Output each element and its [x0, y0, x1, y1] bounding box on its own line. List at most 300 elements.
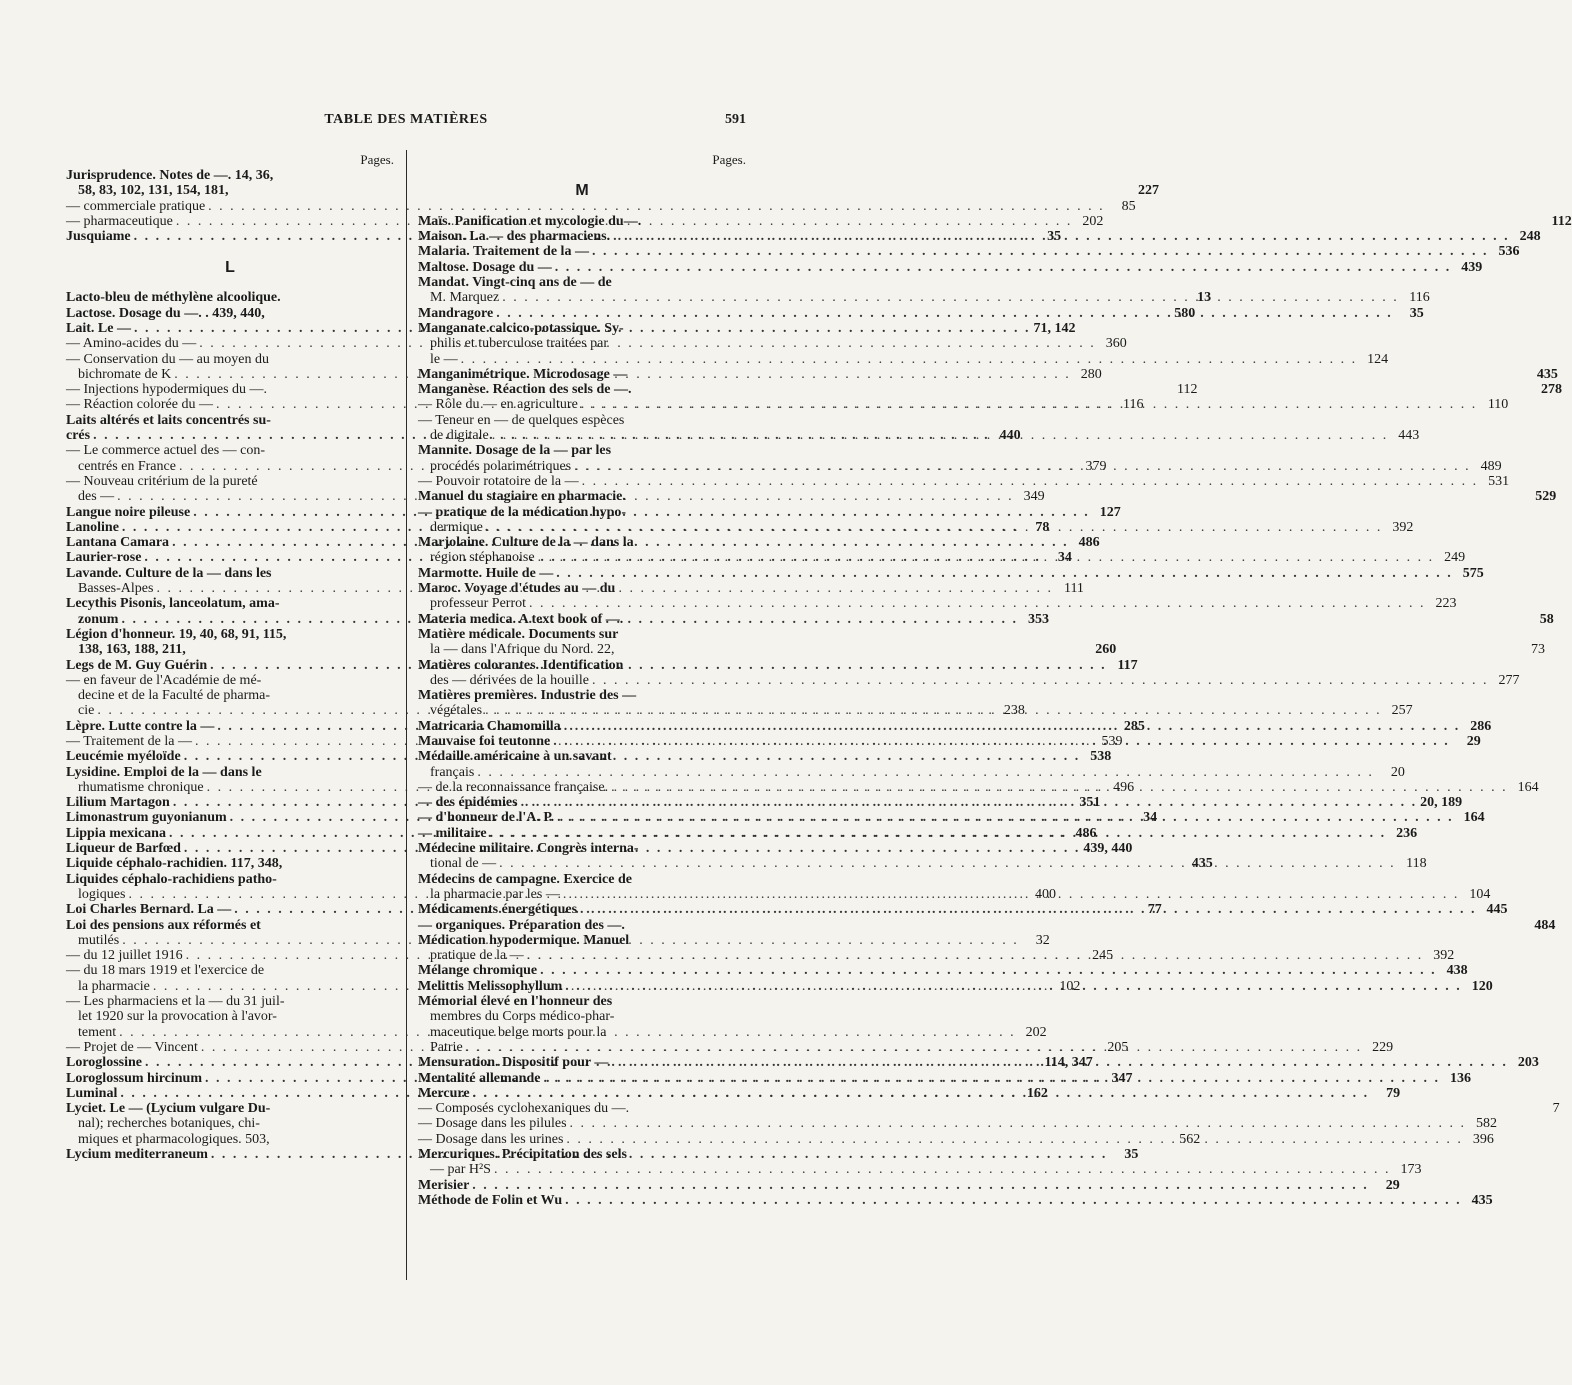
page-reference: 536 [1498, 244, 1520, 260]
entry-text: Lait. Le — [66, 320, 131, 336]
leader-dots [458, 352, 1361, 367]
page-reference: 277 [1498, 672, 1520, 688]
page-reference: 112 [1551, 213, 1572, 229]
entry-text: Maison. La — des pharmaciens. [418, 229, 611, 245]
page-reference: 71, 142 [1033, 320, 1076, 336]
leader-dots [482, 703, 1385, 718]
leader-dots [499, 290, 1402, 305]
page-reference: 35 [1409, 305, 1424, 321]
index-entry-line [418, 688, 746, 703]
page-reference: 236 [1396, 825, 1418, 841]
leader-dots [561, 719, 1464, 734]
leader-dots [540, 1071, 1443, 1086]
page-reference: 439 [1461, 259, 1483, 275]
page-reference: 124 [1367, 351, 1389, 367]
index-entry-line [418, 1147, 746, 1162]
entry-text: Mémorial élevé en l'honneur des [418, 994, 613, 1010]
entry-text: Liqueur de Barfœd [66, 841, 181, 857]
leader-dots [579, 474, 1482, 489]
page-reference: 120 [1471, 978, 1493, 994]
leader-dots [550, 734, 1453, 749]
entry-text: Médaille américaine à un savant [418, 749, 612, 765]
entry-text: Mandragore [418, 305, 494, 321]
leader-dots [577, 902, 1480, 917]
entry-text: Lippia mexicana [66, 825, 166, 841]
entry-text: — Conservation du — au moyen du [66, 351, 269, 367]
page-reference: 104 [1469, 886, 1491, 902]
index-entry-line [66, 183, 1159, 199]
entry-text: Manganèse. Réaction des sels de —. [418, 382, 632, 398]
entry-text: la pharmacie [78, 978, 150, 994]
entry-text: — Nouveau critérium de la pureté [66, 473, 258, 489]
entry-text: M. Marquez [430, 290, 500, 306]
index-entry-line [418, 473, 1510, 489]
entry-text: professeur Perrot [430, 596, 527, 612]
entry-text: bichromate de K [78, 366, 172, 382]
leader-dots [608, 1055, 1511, 1070]
leader-dots [524, 948, 1427, 963]
page-reference: 435 [1536, 366, 1558, 382]
index-entry-line [418, 1101, 1560, 1117]
entry-text: Loi Charles Bernard. La — [66, 902, 232, 918]
entry-text: végétales [430, 703, 483, 719]
page-reference: 173 [1400, 1162, 1422, 1178]
leader-dots [553, 566, 1456, 581]
page-reference: 392 [1433, 948, 1455, 964]
entry-text: Mensuration. Dispositif pour — [418, 1055, 609, 1071]
page-reference: 112 [1177, 382, 1198, 398]
leader-dots [563, 1132, 1466, 1147]
page-reference: 34 [1143, 810, 1158, 826]
entry-text: mutilés [78, 932, 120, 948]
entry-text: Liquides céphalo-rachidiens patho- [66, 871, 277, 887]
pages-column-label: Pages. [712, 152, 746, 167]
entry-text: des — [78, 489, 115, 505]
page-reference: 29 [1466, 733, 1481, 749]
page-reference: 245 [1092, 948, 1114, 964]
entry-text: — Traitement de la — [66, 733, 192, 749]
entry-text: Médication hypodermique. Manuel [418, 932, 630, 948]
page-reference: 582 [1476, 1116, 1498, 1132]
page-reference: 260 [1095, 642, 1117, 658]
index-entry-line [418, 917, 1556, 933]
page-reference: 29 [1385, 1177, 1400, 1193]
entry-text: Langue noire pileuse [66, 504, 191, 520]
page-reference: 349 [1023, 489, 1045, 505]
entry-text: — Dosage dans les urines [418, 1131, 564, 1147]
leader-dots [578, 397, 1481, 412]
entry-text: Mandat. Vingt-cinq ans de — de [418, 275, 612, 291]
entry-text: Lantana Camara [66, 535, 170, 551]
entry-text: Limonastrum guyonianum [66, 810, 227, 826]
index-entry-line [418, 1162, 1422, 1178]
entry-text: Mélange chromique [418, 963, 538, 979]
page-reference: 117 [1117, 657, 1138, 673]
page-reference: 223 [1435, 596, 1457, 612]
entry-text: Lysidine. Emploi de la — dans le [66, 764, 262, 780]
entry-text: Jurisprudence. Notes de —. 14, 36, [66, 168, 274, 183]
pages-column-label: Pages. [360, 152, 394, 167]
page-reference: 7 [1552, 1101, 1560, 1117]
index-entry-line [418, 1116, 1498, 1132]
leader-dots [463, 1040, 1366, 1055]
index-entry-line [418, 168, 746, 183]
page-reference: 203 [1517, 1055, 1539, 1071]
leader-dots [610, 229, 1513, 244]
entry-text: — Projet de — Vincent [66, 1039, 198, 1055]
index-entry-line [66, 688, 394, 703]
entry-text: Legs de M. Guy Guérin [66, 657, 208, 673]
page-reference: 562 [1179, 1131, 1201, 1147]
page-reference: 102 [1059, 978, 1081, 994]
entry-text: Marjolaine. Culture de la — dans la [418, 535, 634, 551]
page-reference: 347 [1111, 1070, 1133, 1086]
leader-dots [535, 550, 1438, 565]
page-reference: 205 [1107, 1039, 1129, 1055]
page-reference: 531 [1488, 473, 1510, 489]
entry-text: Maïs. Panification et mycologie du—. [418, 213, 642, 229]
index-entry-line [418, 581, 746, 596]
entry-text: Lèpre. Lutte contre la — [66, 718, 215, 734]
page-reference: 286 [1470, 718, 1492, 734]
page-reference: 435 [1471, 1192, 1493, 1208]
entry-text: — militaire [418, 825, 487, 841]
entry-text: — Les pharmaciens et la — du 31 juil- [66, 994, 285, 1010]
leader-dots [571, 459, 1474, 474]
page-reference: 227 [1138, 183, 1159, 199]
leader-dots [608, 780, 1511, 795]
index-entry-line [418, 505, 746, 520]
entry-text: — Injections hypodermiques du —. [66, 382, 268, 398]
entry-text: des — dérivées de la houille [430, 672, 590, 688]
leader-dots [589, 673, 1492, 688]
entry-text: 138, 163, 188, 211, [78, 642, 186, 658]
page-reference: 438 [1446, 963, 1468, 979]
leader-dots [489, 428, 1392, 443]
index-entry-line [66, 1116, 394, 1131]
entry-text: — pharmaceutique [66, 213, 173, 229]
page-reference: 484 [1534, 917, 1556, 933]
entry-text: Manganimétrique. Microdosage — [418, 366, 628, 382]
entry-text: Merisier [418, 1177, 470, 1193]
index-entry-line [418, 658, 746, 673]
entry-text: Mercure [418, 1085, 470, 1101]
page-number: 591 [725, 112, 746, 127]
page-reference: 77 [1147, 902, 1162, 918]
leader-dots [560, 887, 1463, 902]
entry-text: centrés en France [78, 458, 176, 474]
leader-dots [493, 306, 1396, 321]
page-reference: 34 [1057, 550, 1072, 566]
entry-text: cie [78, 703, 95, 719]
entry-text: — Dosage dans les pilules [418, 1116, 567, 1132]
entry-text: région stéphanoise [430, 550, 535, 566]
leader-dots [483, 520, 1386, 535]
section-letter: L [225, 258, 235, 276]
index-entry-line [418, 841, 746, 856]
entry-text: Lilium Martagon [66, 795, 170, 811]
entry-text: philis et tuberculose traitées par [430, 336, 609, 352]
page-reference: 20, 189 [1420, 795, 1463, 811]
leader-dots [562, 979, 1465, 994]
page-reference: 127 [1099, 504, 1121, 520]
page-reference: 529 [1535, 489, 1557, 505]
index-entry-line [418, 963, 1468, 979]
entry-text: zonum [78, 611, 119, 627]
entry-text: Lecythis Pisonis, lanceolatum, ama- [66, 596, 280, 612]
page-reference: 278 [1541, 382, 1562, 398]
entry-text: Manuel du stagiaire en pharmacie. [418, 489, 626, 505]
index-entry-line [418, 275, 746, 290]
entry-text: Lacto-bleu de méthylène alcoolique. [66, 290, 281, 306]
page-reference: 58 [1539, 611, 1554, 627]
page-reference: 392 [1392, 519, 1414, 535]
index-entry-line [418, 672, 1520, 688]
entry-text: Lanoline [66, 519, 119, 535]
entry-text: Basses-Alpes [78, 581, 154, 597]
entry-text: Médecins de campagne. Exercice de [418, 871, 632, 887]
entry-text: Lycium mediterraneum [66, 1147, 208, 1162]
page-reference: 13 [1197, 290, 1212, 306]
leader-dots [537, 963, 1440, 978]
entry-text: — des épidémies [418, 795, 518, 811]
page-reference: 164 [1517, 779, 1539, 795]
page-reference: 396 [1472, 1131, 1494, 1147]
entry-text: — en faveur de l'Académie de mé- [66, 672, 262, 688]
entry-text: Manganate calcico-potassique. Sy- [418, 320, 624, 336]
entry-text: — Réaction colorée du — [66, 397, 213, 413]
entry-text: Matricaria Chamomilla [418, 718, 561, 734]
index-entry-line [66, 244, 394, 259]
index-entry-line [418, 1025, 746, 1040]
entry-text: Matières premières. Industrie des — [418, 688, 637, 704]
entry-text: Lyciet. Le — (Lycium vulgare Du- [66, 1101, 271, 1117]
index-entry-line [66, 596, 394, 611]
index-entry-line [418, 1009, 746, 1024]
page-reference: 35 [1124, 1147, 1139, 1162]
page-reference: 79 [1386, 1085, 1401, 1101]
entry-text: crés [66, 428, 91, 444]
index-entry-line [66, 275, 394, 290]
page-reference: 496 [1113, 779, 1135, 795]
entry-text: Médicaments énergétiques [418, 902, 578, 918]
entry-text: Matière médicale. Documents sur [418, 626, 619, 642]
leader-dots [552, 260, 1455, 275]
index-entry-line [66, 168, 394, 183]
entry-text: — Teneur en — de quelques espèces [418, 412, 625, 428]
index-entry-line [418, 336, 746, 351]
entry-text: — par H²S [430, 1162, 491, 1178]
page-reference: 110 [1487, 397, 1509, 413]
leader-dots [562, 1193, 1465, 1208]
index-entry-line [66, 872, 394, 887]
entry-text: nal); recherches botaniques, chi- [78, 1116, 260, 1132]
page-reference: 360 [1105, 336, 1127, 352]
index-entry-line [418, 244, 1520, 260]
entry-text: français [430, 764, 475, 780]
index-entry-line [66, 627, 394, 642]
index-entry-line [418, 565, 1484, 581]
index-entry-line [66, 1009, 394, 1024]
entry-text: let 1920 sur la provocation à l'avor- [78, 1009, 277, 1025]
page-reference: 575 [1462, 565, 1484, 581]
page-header [66, 112, 746, 136]
index-entry-line [418, 1192, 1493, 1208]
page-reference: 379 [1085, 458, 1107, 474]
entry-text: Marmotte. Huile de — [418, 565, 554, 581]
section-letter: M [575, 182, 589, 200]
entry-text: la — dans l'Afrique du Nord. 22, [430, 642, 615, 658]
page-reference: 85 [1121, 198, 1136, 214]
entry-text: — Rôle du — en agriculture [418, 397, 578, 413]
entry-text: Materia medica. A text book of —. [418, 611, 624, 627]
index-entry-line [418, 627, 746, 642]
page-reference: 538 [1090, 749, 1112, 765]
index-entry-line [418, 535, 746, 550]
index-entry-line [66, 443, 394, 458]
entry-text: Laits altérés et laits concentrés su- [66, 412, 271, 428]
leader-dots [526, 596, 1429, 611]
entry-text: maceutique belge morts pour la [430, 1024, 607, 1040]
page-reference: 440 [999, 428, 1021, 444]
entry-text: Liquide céphalo-rachidien. 117, 348, [66, 856, 283, 872]
page-reference: 202 [1025, 1024, 1047, 1040]
entry-text: — pratique de la médication hypo- [418, 504, 627, 520]
entry-text: — Amino-acides du — [66, 336, 197, 352]
page-reference: 249 [1444, 550, 1466, 566]
entry-text: procédés polarimétriques [430, 458, 572, 474]
page-reference: 257 [1391, 703, 1413, 719]
column-divider [406, 150, 407, 1280]
page-reference: 443 [1398, 428, 1420, 444]
entry-text: tional de — [430, 856, 497, 872]
entry-text: la pharmacie par les — [430, 886, 560, 902]
page-reference: 20 [1390, 764, 1405, 780]
page-reference: 486 [1078, 535, 1100, 551]
entry-text: Lactose. Dosage du —. . 439, 440, [66, 305, 265, 321]
index-entry-line [418, 259, 1483, 275]
entry-text: — commerciale pratique [66, 198, 206, 214]
entry-text: Méthode de Folin et Wu [418, 1192, 563, 1208]
page-reference: 435 [1191, 856, 1213, 872]
index-entry-line [66, 566, 394, 581]
index-entry-line [418, 1177, 1400, 1193]
page-reference: 162 [1026, 1085, 1048, 1101]
page-reference: 238 [1003, 703, 1025, 719]
entry-text: Patrie [430, 1039, 463, 1055]
entry-text: 58, 83, 102, 131, 154, 181, [78, 183, 229, 199]
index-entry-line [418, 443, 746, 458]
entry-text: — organiques. Préparation des —. [418, 917, 625, 933]
page-reference: 116 [1409, 290, 1430, 306]
page-reference: 78 [1035, 519, 1050, 535]
entry-text: — du 12 juillet 1916 [66, 948, 183, 964]
index-entry-line [418, 872, 746, 887]
page-reference: 111 [1063, 581, 1084, 597]
page-reference: 445 [1486, 902, 1508, 918]
entry-text: pratique de la — [430, 948, 524, 964]
entry-text: tement [78, 1024, 117, 1040]
index-entry-line [418, 749, 746, 764]
page-reference: 489 [1480, 458, 1502, 474]
index-entry-line [66, 918, 394, 933]
entry-text: Melittis Melissophyllum [418, 978, 563, 994]
page-reference: 486 [1075, 825, 1097, 841]
page-reference: 539 [1101, 733, 1123, 749]
leader-dots [567, 1116, 1470, 1131]
entry-text: Matières colorantes. Identification [418, 657, 624, 673]
page-reference: 400 [1034, 886, 1056, 902]
leader-dots [491, 1162, 1394, 1177]
page-reference: 285 [1123, 718, 1145, 734]
index-entry-line [418, 764, 1405, 780]
index-entry-line [66, 1101, 394, 1116]
leader-dots [518, 795, 1421, 810]
index-entry-line [418, 933, 746, 948]
entry-text: Loroglossum hircinum [66, 1070, 203, 1086]
entry-text: — Composés cyclohexaniques du —. [418, 1101, 630, 1117]
entry-text: rhumatisme chronique [78, 779, 204, 795]
index-entry-line [66, 474, 394, 489]
page-reference: 229 [1372, 1039, 1394, 1055]
index-entry-line [66, 765, 394, 780]
entry-text: — d'honneur de l'A. P. [418, 810, 555, 826]
entry-text: Jusquiame [66, 229, 131, 245]
entry-text: Mentalité allemande [418, 1070, 541, 1086]
page-reference: 439, 440 [1083, 841, 1133, 857]
page-reference: 32 [1035, 932, 1050, 948]
entry-text: Luminal [66, 1085, 118, 1101]
index-entry-line [66, 198, 1136, 214]
page-reference: 73 [1531, 642, 1545, 658]
entry-text: — Pouvoir rotatoire de la — [418, 473, 579, 489]
entry-text: decine et de la Faculté de pharma- [78, 688, 271, 704]
page-reference: 136 [1449, 1070, 1471, 1086]
leader-dots [496, 856, 1399, 871]
page-reference: 248 [1519, 229, 1541, 245]
page-reference: 164 [1463, 810, 1485, 826]
index-entry-line [418, 994, 746, 1009]
leader-dots [487, 826, 1390, 841]
index-entry-line [66, 963, 394, 978]
entry-text: miques et pharmacologiques. 503, [78, 1131, 270, 1147]
leader-dots [469, 1178, 1372, 1193]
entry-text: logiques [78, 886, 126, 902]
index-entry-line [418, 351, 1389, 367]
leader-dots [474, 765, 1377, 780]
page-reference: 280 [1080, 366, 1102, 382]
index-entry-line [418, 321, 746, 336]
page-reference: 353 [1027, 611, 1049, 627]
page-reference: 580 [1174, 305, 1196, 321]
entry-text: de digitale [430, 428, 489, 444]
index-entry-line [66, 413, 394, 428]
entry-text: Malaria. Traitement de la — [418, 244, 589, 260]
entry-text: Loi des pensions aux réformés et [66, 917, 261, 933]
index-entry-line [418, 413, 746, 428]
entry-text: Maltose. Dosage du — [418, 259, 552, 275]
entry-text: Mauvaise foi teutonne [418, 733, 551, 749]
entry-text: Mercuriques. Précipitation des sels [418, 1147, 627, 1162]
leader-dots [589, 244, 1492, 259]
page-reference: 114, 347 [1044, 1055, 1093, 1071]
index-entry-line [66, 352, 394, 367]
leader-dots [470, 1086, 1373, 1101]
page-reference: 116 [1122, 397, 1144, 413]
page-reference: 351 [1079, 795, 1101, 811]
page-reference: 202 [1082, 213, 1104, 229]
index-entry-line [66, 673, 394, 688]
